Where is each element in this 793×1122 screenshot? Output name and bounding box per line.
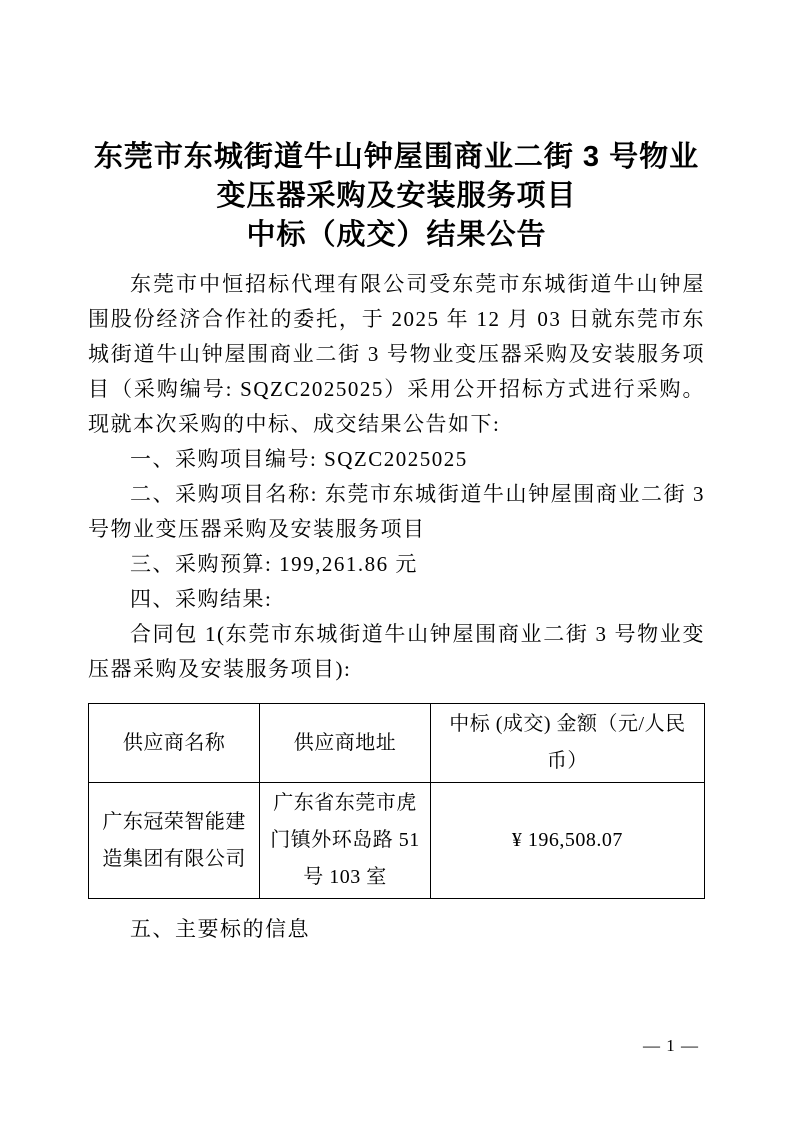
- award-result-table: [88, 703, 705, 899]
- page-number: — 1 —: [643, 1036, 699, 1055]
- contract-package-line: 合同包 1(东莞市东城街道牛山钟屋围商业二街 3 号物业变压器采购及安装服务项目):: [88, 622, 705, 681]
- section-heading-main-subject: 五、主要标的信息: [130, 917, 310, 941]
- header-supplier-name: 供应商名称: [89, 704, 260, 783]
- table-row: [89, 783, 705, 899]
- table-header-row: [89, 704, 705, 783]
- intro-paragraph: 东莞市中恒招标代理有限公司受东莞市东城街道牛山钟屋围股份经济合作社的委托，于 2025 年 12 月 03 日就东莞市东城街道牛山钟屋围商业二街 3 号物业变压器采购及安装服务项目（采购编号: SQZC2025025）采用公开招标方式进行采购。现就本次采购的中标、成交结果公告如下:: [88, 272, 705, 436]
- title-line-1: 东莞市东城街道牛山钟屋围商业二街 3 号物业: [93, 141, 700, 173]
- title-line-2: 变压器采购及安装服务项目: [216, 180, 577, 212]
- item-project-number: 一、采购项目编号: SQZC2025025: [130, 447, 468, 471]
- item-project-name: 二、采购项目名称: 东莞市东城街道牛山钟屋围商业二街 3 号物业变压器采购及安装服务项目: [88, 482, 705, 541]
- cell-supplier-address: 广东省东莞市虎门镇外环岛路 51 号 103 室: [260, 783, 431, 899]
- header-award-amount: 中标 (成交) 金额（元/人民币）: [430, 704, 704, 783]
- cell-award-amount: ¥ 196,508.07: [430, 783, 704, 899]
- document-title: [88, 138, 705, 255]
- cell-supplier-name: 广东冠荣智能建造集团有限公司: [89, 783, 260, 899]
- title-line-3: 中标（成交）结果公告: [246, 219, 547, 251]
- item-result: 四、采购结果:: [130, 587, 273, 611]
- header-supplier-address: 供应商地址: [260, 704, 431, 783]
- item-budget: 三、采购预算: 199,261.86 元: [130, 552, 418, 576]
